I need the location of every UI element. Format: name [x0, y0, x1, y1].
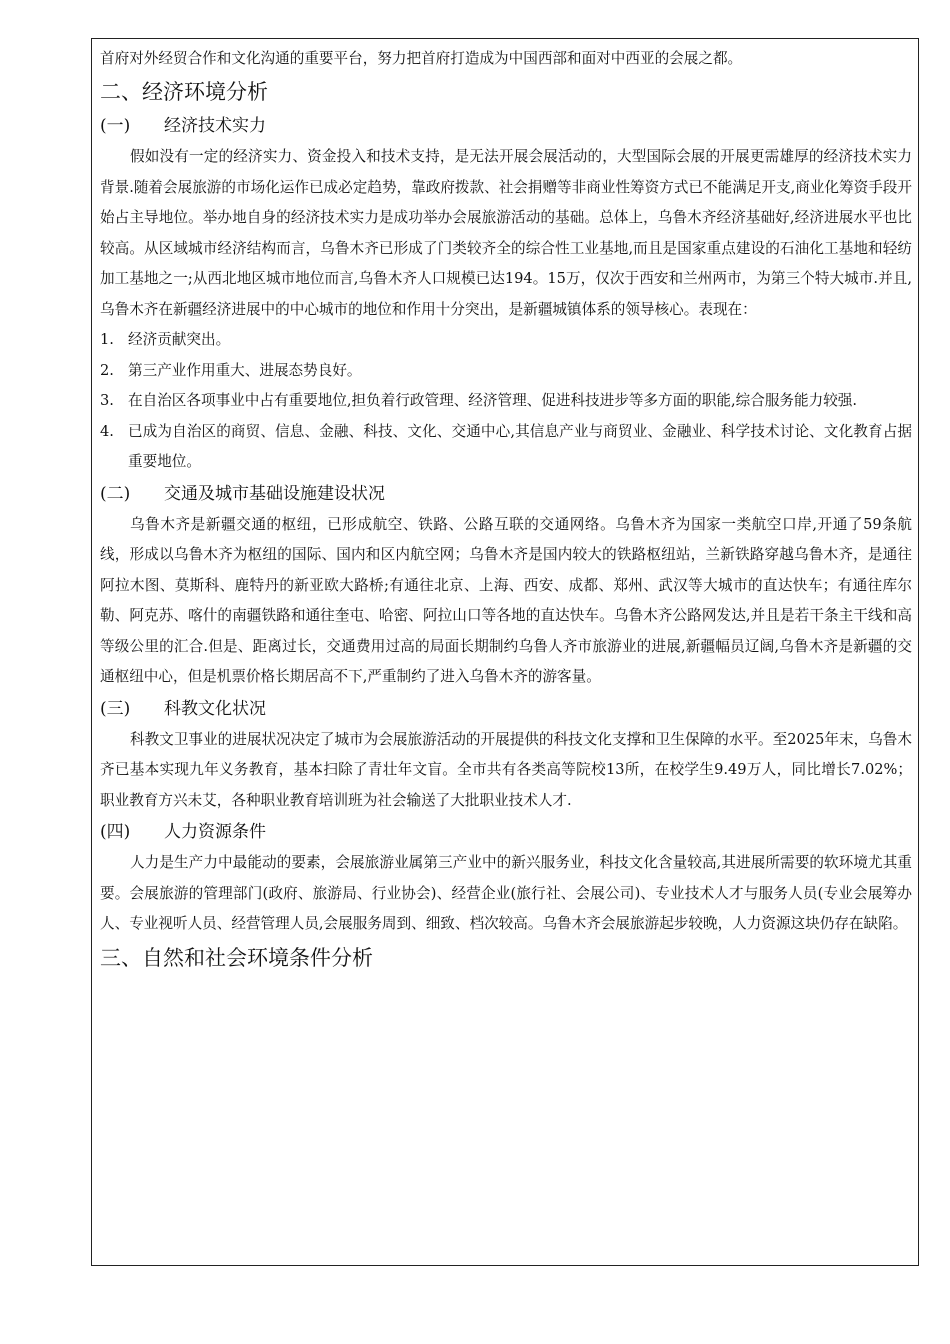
list-item-text: 在自治区各项事业中占有重要地位,担负着行政管理、经济管理、促进科技进步等多方面的职能,综合服务能力较强. — [128, 392, 858, 409]
list-item-text: 经济贡献突出。 — [128, 331, 231, 348]
subsection-3-paragraph: 科教文卫事业的进展状况决定了城市为会展旅游活动的开展提供的科技文化支撑和卫生保障的水平。至2025年末，乌鲁木齐已基本实现九年义务教育，基本扫除了青壮年文盲。全市共有各类高等院校13所，在校学生9.49万人，同比增长7.02%；职业教育方兴未艾，各种职业教育培训班为社会输送了大批职业技术人才. — [100, 730, 912, 809]
subsection-2-title: 交通及城市基础设施建设状况 — [164, 483, 385, 504]
lead-line: 首府对外经贸合作和文化沟通的重要平台，努力把首府打造成为中国西部和面对中西亚的会展之都。 — [100, 50, 743, 67]
subsection-3-heading — [100, 693, 912, 725]
section-3-heading: 三、自然和社会环境条件分析 — [100, 945, 373, 970]
subsection-1-number: (一) — [100, 116, 131, 136]
list-item-text: 第三产业作用重大、进展态势良好。 — [128, 361, 362, 379]
subsection-2-paragraph: 乌鲁木齐是新疆交通的枢纽，已形成航空、铁路、公路互联的交通网络。乌鲁木齐为国家一类航空口岸,开通了59条航线，形成以乌鲁木齐为枢纽的国际、国内和区内航空网；乌鲁木齐是国内较大的铁路枢纽站，兰新铁路穿越乌鲁木齐，是通往阿拉木图、莫斯科、鹿特丹的新亚欧大路桥;有通往北京、上海、西安、成都、郑州、武汉等大城市的直达快车；有通往库尔勒、阿克苏、喀什的南疆铁路和通往奎屯、哈密、阿拉山口等各地的直达快车。乌鲁木齐公路网发达,并且是若干条主干线和高等级公里的汇合.但是、距离过长，交通费用过高的局面长期制约乌鲁人齐市旅游业的进展,新疆幅员辽阔,乌鲁木齐是新疆的交通枢纽中心，但是机票价格长期居高不下,严重制约了进入乌鲁木齐的游客量。 — [100, 515, 912, 685]
subsection-1-paragraph: 假如没有一定的经济实力、资金投入和技术支持，是无法开展会展活动的，大型国际会展的开展更需雄厚的经济技术实力背景.随着会展旅游的市场化运作已成必定趋势，靠政府拨款、社会捐赠等非商业性筹资方式已不能满足开支,商业化筹资手段开始占主导地位。举办地自身的经济技术实力是成功举办会展旅游活动的基础。总体上，乌鲁木齐经济基础好,经济进展水平也比较高。从区域城市经济结构而言，乌鲁木齐已形成了门类较齐全的综合性工业基地,而且是国家重点建设的石油化工基地和轻纺加工基地之一;从西北地区城市地位而言,乌鲁木齐人口规模已达194。15万，仅次于西安和兰州两市，为第三个特大城市.并且,乌鲁木齐在新疆经济进展中的中心城市的地位和作用十分突出，是新疆城镇体系的领导核心。表现在： — [100, 148, 912, 318]
subsection-4-title: 人力资源条件 — [164, 822, 266, 842]
document-body — [100, 44, 912, 976]
list-item-text: 已成为自治区的商贸、信息、金融、科技、文化、交通中心,其信息产业与商贸业、金融业、科学技术讨论、文化教育占据重要地位。 — [128, 422, 912, 470]
subsection-2-heading — [100, 478, 912, 510]
list-item-number: 4. — [100, 422, 114, 440]
list-item-number: 2. — [100, 361, 114, 379]
subsection-4-number: (四) — [100, 822, 131, 842]
subsection-4-heading — [100, 816, 912, 848]
subsection-1-title: 经济技术实力 — [164, 116, 266, 136]
subsection-3-number: (三) — [100, 698, 131, 719]
subsection-3-title: 科教文化状况 — [164, 698, 266, 719]
list-item-number: 3. — [100, 392, 114, 409]
section-2-heading: 二、经济环境分析 — [100, 80, 268, 104]
list-item — [100, 356, 912, 387]
subsection-1-heading — [100, 110, 912, 142]
list-item — [100, 417, 912, 478]
list-item — [100, 386, 912, 417]
list-item-number: 1. — [100, 331, 114, 348]
list-item — [100, 325, 912, 356]
subsection-2-number: (二) — [100, 483, 131, 504]
subsection-4-paragraph: 人力是生产力中最能动的要素，会展旅游业属第三产业中的新兴服务业，科技文化含量较高,其进展所需要的软环境尤其重要。会展旅游的管理部门(政府、旅游局、行业协会)、经营企业(旅行社、会展公司)、专业技术人才与服务人员(专业会展筹办人、专业视听人员、经营管理人员,会展服务周到、细致、档次较高。乌鲁木齐会展旅游起步较晚，人力资源这块仍存在缺陷。 — [100, 854, 912, 932]
